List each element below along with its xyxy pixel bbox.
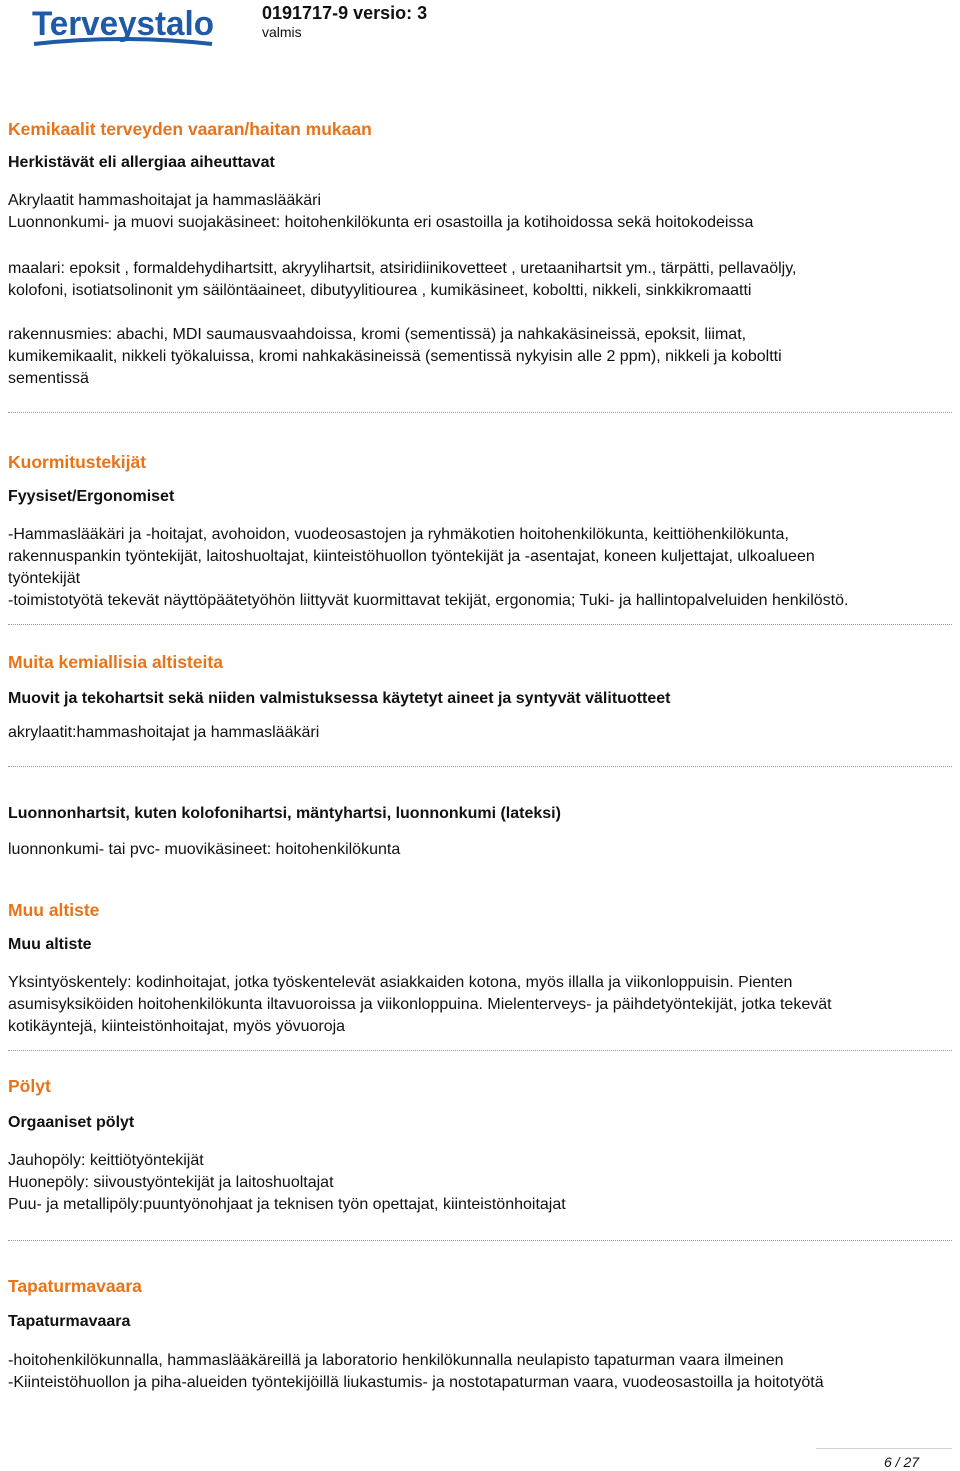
section-subtitle-kemikaalit: Herkistävät eli allergiaa aiheuttavat: [8, 154, 275, 171]
terveystalo-logo: [32, 4, 214, 46]
text-line: Huonepöly: siivoustyöntekijät ja laitoshuoltajat: [8, 1174, 334, 1191]
text-line: -hoitohenkilökunnalla, hammaslääkäreillä ja laboratorio henkilökunnalla neulapisto tapaturman vaara ilmeinen: [8, 1352, 784, 1369]
svg-text:Terveystalo: Terveystalo: [32, 5, 214, 43]
section-title-muita-altisteita: Muita kemiallisia altisteita: [8, 652, 223, 672]
section-title-kemikaalit: Kemikaalit terveyden vaaran/haitan mukaan: [8, 119, 372, 139]
section-divider: [8, 1050, 952, 1051]
section-title-tapaturmavaara: Tapaturmavaara: [8, 1276, 142, 1296]
section-title-kuormitustekijat: Kuormitustekijät: [8, 452, 147, 472]
text-line: Puu- ja metallipöly:puuntyönohjaat ja teknisen työn opettajat, kiinteistönhoitajat: [8, 1196, 566, 1213]
text-line: Jauhopöly: keittiötyöntekijät: [8, 1152, 204, 1169]
section-divider: [8, 624, 952, 625]
section-subtitle-muovit: Muovit ja tekohartsit sekä niiden valmistuksessa käytetyt aineet ja syntyvät välituotteet: [8, 690, 671, 707]
section-divider: [8, 766, 952, 767]
section-subtitle-tapaturmavaara: Tapaturmavaara: [8, 1313, 131, 1330]
document-status: valmis: [262, 24, 302, 40]
text-line: luonnonkumi- tai pvc- muovikäsineet: hoitohenkilökunta: [8, 841, 401, 858]
section-subtitle-muu-altiste: Muu altiste: [8, 936, 92, 953]
text-line: maalari: epoksit , formaldehydihartsitt, akryylihartsit, atsiridiinikovetteet , uretaanihartsit ym., tärpätti, pellavaöljy,: [8, 260, 797, 277]
text-line: Akrylaatit hammashoitajat ja hammaslääkäri: [8, 192, 322, 209]
text-line: akrylaatit:hammashoitajat ja hammaslääkäri: [8, 724, 320, 741]
text-line: asumisyksiköiden hoitohenkilökunta iltavuoroissa ja viikonloppuina. Mielenterveys- ja päihdetyöntekijät, jotka tekevät: [8, 996, 832, 1013]
text-line: kolofoni, isotiatsolinonit ym säilöntäaineet, dibutyylitiourea , kumikäsineet, koboltti, nikkeli, sinkkikromaatti: [8, 282, 752, 299]
section-subtitle-orgaaniset-polyt: Orgaaniset pölyt: [8, 1114, 135, 1131]
section-divider: [8, 1240, 952, 1241]
section-divider: [8, 412, 952, 413]
text-line: kumikemikaalit, nikkeli työkaluissa, kromi nahkakäsineissä (sementissä nykyisin alle 2 ppm), nikkeli ja koboltti: [8, 348, 782, 365]
section-subtitle-luonnonhartsit: Luonnonhartsit, kuten kolofonihartsi, mäntyhartsi, luonnonkumi (lateksi): [8, 805, 561, 822]
text-line: sementissä: [8, 370, 89, 387]
text-line: -Kiinteistöhuollon ja piha-alueiden työntekijöillä liukastumis- ja nostotapaturman vaara, vuodeosastoilla ja hoitotyötä: [8, 1374, 824, 1391]
text-line: -toimistotyötä tekevät näyttöpäätetyöhön liittyvät kuormittavat tekijät, ergonomia; Tuki- ja hallintopalveluiden henkilöstö.: [8, 592, 849, 609]
text-line: rakennusmies: abachi, MDI saumausvaahdoissa, kromi (sementissä) ja nahkakäsineissä, epoksit, liimat,: [8, 326, 747, 343]
document-id: 0191717-9 versio: 3: [262, 3, 428, 23]
text-line: -Hammaslääkäri ja -hoitajat, avohoidon, vuodeosastojen ja ryhmäkotien hoitohenkilökunta, keittiöhenkilökunta,: [8, 526, 789, 543]
text-line: Yksintyöskentely: kodinhoitajat, jotka työskentelevät asiakkaiden kotona, myös illalla ja viikonloppuisin. Pienten: [8, 974, 793, 991]
page-number: 6 / 27: [884, 1454, 920, 1470]
page-header: [0, 0, 960, 60]
section-title-muu-altiste: Muu altiste: [8, 900, 100, 920]
section-title-polyt: Pölyt: [8, 1076, 51, 1096]
text-line: Luonnonkumi- ja muovi suojakäsineet: hoitohenkilökunta eri osastoilla ja kotihoidossa sekä hoitokodeissa: [8, 214, 754, 231]
text-line: työntekijät: [8, 570, 81, 587]
text-line: rakennuspankin työntekijät, laitoshuoltajat, kiinteistöhuollon työntekijät ja -asentajat, koneen kuljettajat, ulkoalueen: [8, 548, 815, 565]
footer-divider: [816, 1448, 952, 1449]
text-line: kotikäyntejä, kiinteistönhoitajat, myös yövuoroja: [8, 1018, 346, 1035]
section-subtitle-kuormitustekijat: Fyysiset/Ergonomiset: [8, 488, 175, 505]
